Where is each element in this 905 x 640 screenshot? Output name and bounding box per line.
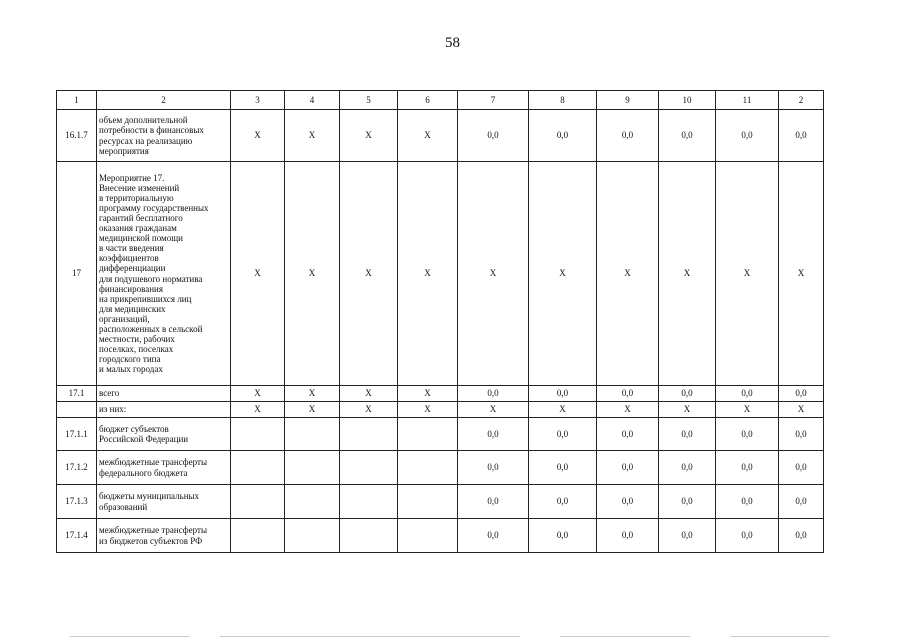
description-line: для медицинских	[99, 303, 166, 314]
value-cell: X	[779, 162, 824, 386]
value-cell: 0,0	[779, 519, 824, 553]
value-cell: X	[231, 386, 285, 402]
value-cell	[398, 519, 458, 553]
row-number: 17.1	[57, 386, 97, 402]
column-header: 2	[779, 91, 824, 110]
value-cell: 0,0	[597, 485, 659, 519]
description-line: федерального бюджета	[99, 467, 188, 478]
column-header: 5	[340, 91, 398, 110]
description-line: бюджет субъектов	[99, 423, 169, 434]
table-row	[57, 519, 824, 553]
value-cell: 0,0	[529, 519, 597, 553]
value-cell: X	[340, 386, 398, 402]
value-cell: 0,0	[716, 451, 779, 485]
page-number: 58	[445, 35, 460, 51]
table-row	[57, 418, 824, 451]
row-number: 17.1.2	[57, 451, 97, 485]
description-line: оказания гражданам	[99, 223, 177, 234]
description-line: медицинской помощи	[99, 233, 183, 244]
value-cell: X	[285, 386, 340, 402]
value-cell: X	[597, 162, 659, 386]
value-cell: 0,0	[458, 451, 529, 485]
row-description	[97, 451, 231, 485]
row-description	[97, 386, 231, 402]
value-cell: 0,0	[659, 519, 716, 553]
column-header: 6	[398, 91, 458, 110]
column-header: 9	[597, 91, 659, 110]
description-line: бюджеты муниципальных	[99, 491, 200, 502]
value-cell: 0,0	[779, 418, 824, 451]
column-header: 11	[716, 91, 779, 110]
row-number: 17.1.1	[57, 418, 97, 451]
table-row	[57, 110, 824, 162]
value-cell: 0,0	[458, 110, 529, 162]
value-cell: X	[231, 162, 285, 386]
value-cell: 0,0	[779, 386, 824, 402]
description-line: в части введения	[99, 243, 164, 254]
value-cell: X	[659, 162, 716, 386]
value-cell	[285, 418, 340, 451]
description-line: городского типа	[99, 354, 161, 365]
row-description	[97, 519, 231, 553]
table-row	[57, 386, 824, 402]
value-cell	[340, 418, 398, 451]
value-cell: 0,0	[659, 386, 716, 402]
value-cell: X	[529, 162, 597, 386]
value-cell: 0,0	[458, 519, 529, 553]
value-cell: 0,0	[458, 418, 529, 451]
column-header: 4	[285, 91, 340, 110]
value-cell	[231, 485, 285, 519]
description-line: дифференциации	[99, 263, 166, 274]
value-cell: X	[398, 110, 458, 162]
value-cell: 0,0	[597, 451, 659, 485]
row-number	[57, 402, 97, 418]
value-cell	[398, 418, 458, 451]
column-header: 2	[97, 91, 231, 110]
description-line: объем дополнительной	[99, 115, 188, 126]
column-header: 3	[231, 91, 285, 110]
description-line: на прикрепившихся лиц	[99, 293, 192, 304]
description-line: финансирования	[99, 283, 163, 294]
value-cell	[340, 451, 398, 485]
description-line: в территориальную	[99, 192, 174, 203]
table-row	[57, 451, 824, 485]
row-description	[97, 402, 231, 418]
value-cell: 0,0	[597, 386, 659, 402]
value-cell	[340, 519, 398, 553]
row-number: 17.1.4	[57, 519, 97, 553]
description-line: межбюджетные трансферты	[99, 525, 207, 536]
value-cell	[231, 519, 285, 553]
scan-footer-artifact	[0, 632, 905, 640]
row-number: 17.1.3	[57, 485, 97, 519]
value-cell: X	[340, 110, 398, 162]
value-cell: X	[340, 162, 398, 386]
value-cell: 0,0	[779, 485, 824, 519]
value-cell: 0,0	[529, 418, 597, 451]
description-line: Мероприятие 17.	[99, 172, 165, 183]
description-line: из них:	[99, 404, 127, 415]
value-cell: 0,0	[659, 110, 716, 162]
value-cell: X	[597, 402, 659, 418]
description-line: организаций,	[99, 313, 150, 324]
description-line: для подушевого норматива	[99, 273, 203, 284]
description-line: поселках, поселках	[99, 344, 174, 355]
value-cell: X	[285, 110, 340, 162]
description-line: программу государственных	[99, 202, 209, 213]
value-cell: 0,0	[458, 485, 529, 519]
value-cell	[285, 485, 340, 519]
value-cell: X	[231, 110, 285, 162]
value-cell: X	[285, 402, 340, 418]
row-description	[97, 418, 231, 451]
value-cell: 0,0	[597, 110, 659, 162]
value-cell: 0,0	[529, 451, 597, 485]
value-cell: 0,0	[529, 110, 597, 162]
column-header: 1	[57, 91, 97, 110]
row-description	[97, 162, 231, 386]
description-line: мероприятия	[99, 145, 149, 156]
value-cell: 0,0	[779, 451, 824, 485]
description-line: гарантий бесплатного	[99, 213, 183, 224]
value-cell: X	[398, 162, 458, 386]
value-cell: X	[779, 402, 824, 418]
table-row	[57, 485, 824, 519]
column-header: 8	[529, 91, 597, 110]
value-cell: X	[398, 402, 458, 418]
value-cell: 0,0	[659, 418, 716, 451]
value-cell: X	[458, 402, 529, 418]
description-line: межбюджетные трансферты	[99, 457, 207, 468]
value-cell	[231, 451, 285, 485]
value-cell: 0,0	[529, 386, 597, 402]
value-cell: X	[659, 402, 716, 418]
value-cell: X	[716, 402, 779, 418]
value-cell: X	[285, 162, 340, 386]
description-line: Российской Федерации	[99, 434, 189, 444]
value-cell	[285, 451, 340, 485]
value-cell: 0,0	[779, 110, 824, 162]
description-line: образований	[99, 501, 148, 512]
row-description	[97, 110, 231, 162]
table-header-row	[57, 91, 824, 110]
value-cell: 0,0	[716, 386, 779, 402]
row-number: 16.1.7	[57, 110, 97, 162]
value-cell	[285, 519, 340, 553]
description-line: потребности в финансовых	[99, 125, 204, 136]
row-description	[97, 485, 231, 519]
value-cell	[340, 485, 398, 519]
value-cell	[398, 451, 458, 485]
budget-table	[56, 90, 824, 553]
value-cell: 0,0	[529, 485, 597, 519]
value-cell: X	[231, 402, 285, 418]
value-cell: 0,0	[716, 485, 779, 519]
description-line: из бюджетов субъектов РФ	[99, 535, 203, 546]
value-cell: 0,0	[659, 451, 716, 485]
description-line: местности, рабочих	[99, 333, 175, 344]
column-header: 7	[458, 91, 529, 110]
value-cell: 0,0	[716, 110, 779, 162]
value-cell: 0,0	[597, 418, 659, 451]
table-row	[57, 162, 824, 386]
value-cell: 0,0	[597, 519, 659, 553]
value-cell: X	[340, 402, 398, 418]
description-line: всего	[99, 388, 120, 399]
value-cell: X	[529, 402, 597, 418]
value-cell: X	[716, 162, 779, 386]
value-cell	[231, 418, 285, 451]
value-cell: 0,0	[659, 485, 716, 519]
description-line: ресурсах на реализацию	[99, 135, 193, 146]
value-cell: X	[458, 162, 529, 386]
value-cell: 0,0	[716, 519, 779, 553]
description-line: расположенных в сельской	[99, 323, 203, 334]
value-cell: 0,0	[716, 418, 779, 451]
description-line: Внесение изменений	[99, 182, 180, 193]
description-line: и малых городах	[99, 364, 163, 375]
row-number: 17	[57, 162, 97, 386]
value-cell: 0,0	[458, 386, 529, 402]
value-cell	[398, 485, 458, 519]
column-header: 10	[659, 91, 716, 110]
table-row	[57, 402, 824, 418]
description-line: коэффициентов	[99, 253, 159, 264]
value-cell: X	[398, 386, 458, 402]
